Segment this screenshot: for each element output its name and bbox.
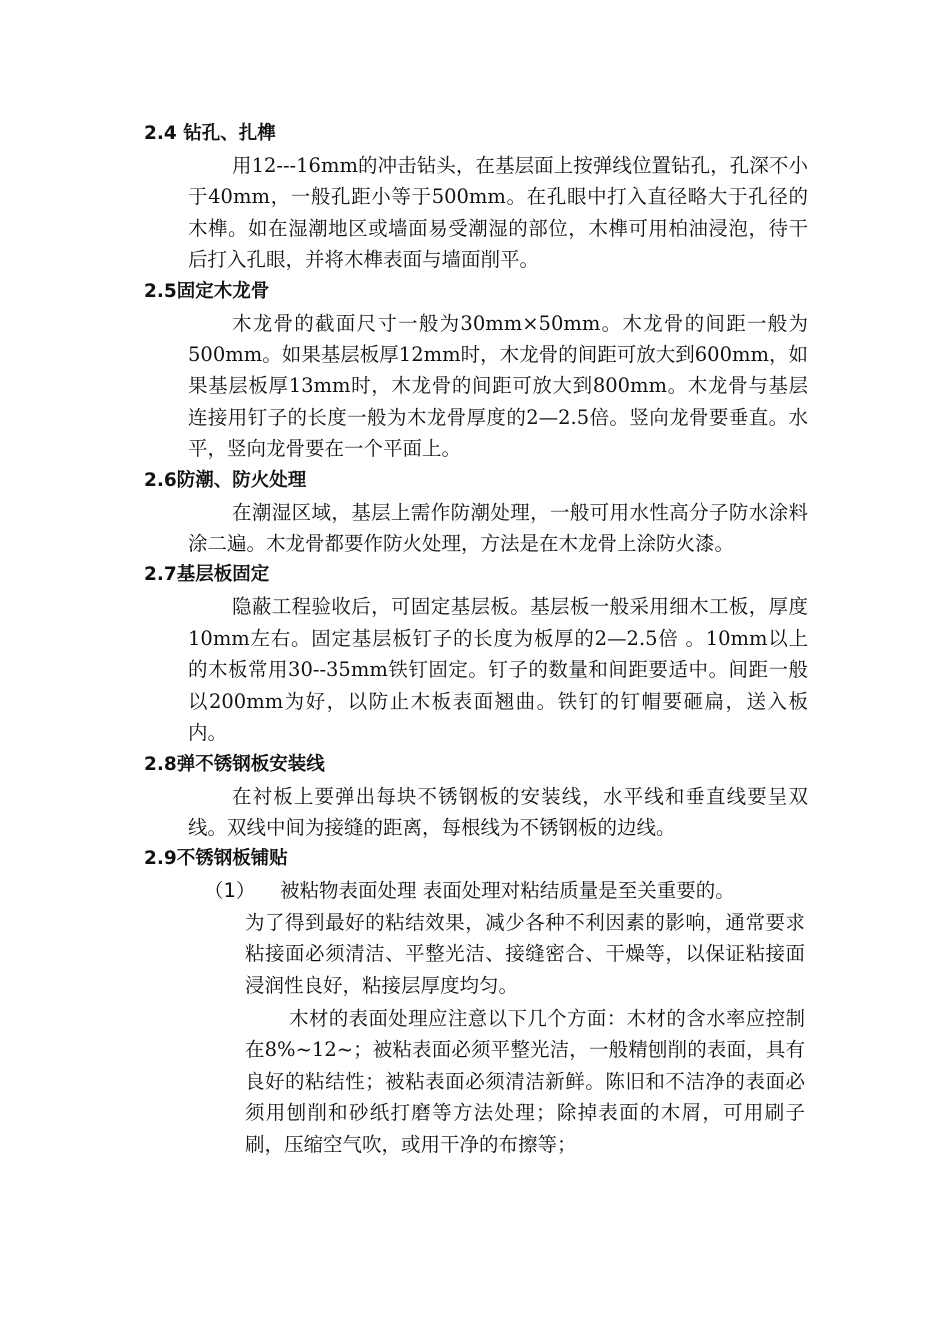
section-heading-2-5: 2.5固定木龙骨 <box>144 280 270 302</box>
section-heading-2-8: 2.8弹不锈钢板安装线 <box>144 753 325 775</box>
section-heading-2-9: 2.9不锈钢板铺贴 <box>144 848 288 870</box>
list-item-paragraph: 木材的表面处理应注意以下几个方面：木材的含水率应控制在8%~12~；被粘表面必须平整光洁，一般精刨削的表面，具有良好的粘结性；被粘表面必须清洁新鲜。陈旧和不洁净的表面必须用刨削和砂纸打磨等方法处理；除掉表面的木屑，可用刷子刷，压缩空气吹，或用干净的布擦等； <box>245 1006 805 1156</box>
section-paragraph-2-4: 用12---16mm的冲击钻头，在基层面上按弹线位置钻孔，孔深不小于40mm，一般孔距小等于500mm。在孔眼中打入直径略大于孔径的木榫。如在湿潮地区或墙面易受潮湿的部位，木榫可用柏油浸泡，待干后打入孔眼，并将木榫表面与墙面削平。 <box>188 154 808 272</box>
section-heading-2-4: 2.4 钻孔、扎榫 <box>144 123 276 144</box>
section-paragraph-2-5: 木龙骨的截面尺寸一般为30mm×50mm。木龙骨的间距一般为500mm。如果基层板厚12mm时，木龙骨的间距可放大到600mm，如果基层板厚13mm时，木龙骨的间距可放大到800mm。木龙骨与基层连接用钉子的长度一般为木龙骨厚度的2—2.5倍。竖向龙骨要垂直。水平，竖向龙骨要在一个平面上。 <box>188 311 808 461</box>
section-heading-2-7: 2.7基层板固定 <box>144 564 270 586</box>
list-item-1 <box>144 875 830 906</box>
list-item-continuation: 为了得到最好的粘结效果，减少各种不利因素的影响，通常要求粘接面必须清洁、平整光洁、接缝密合、干燥等，以保证粘接面浸润性良好，粘接层厚度均匀。 <box>245 910 805 997</box>
list-item-number: （1） <box>204 879 256 903</box>
section-paragraph-2-7: 隐蔽工程验收后，可固定基层板。基层板一般采用细木工板，厚度10mm左右。固定基层板钉子的长度为板厚的2—2.5倍 。10mm以上的木板常用30--35mm铁钉固定。钉子的数量和间距要适中。间距一般以200mm为好，以防止木板表面翘曲。铁钉的钉帽要砸扁，送入板内。 <box>188 595 808 745</box>
section-heading-2-6: 2.6防潮、防火处理 <box>144 469 307 491</box>
list-item-first-line: 被粘物表面处理 表面处理对粘结质量是至关重要的。 <box>280 879 735 903</box>
section-paragraph-2-6: 在潮湿区域，基层上需作防潮处理，一般可用水性高分子防水涂料涂二遍。木龙骨都要作防火处理，方法是在木龙骨上涂防火漆。 <box>188 500 808 556</box>
section-paragraph-2-8: 在衬板上要弹出每块不锈钢板的安装线，水平线和垂直线要呈双线。双线中间为接缝的距离，每根线为不锈钢板的边线。 <box>188 784 808 839</box>
